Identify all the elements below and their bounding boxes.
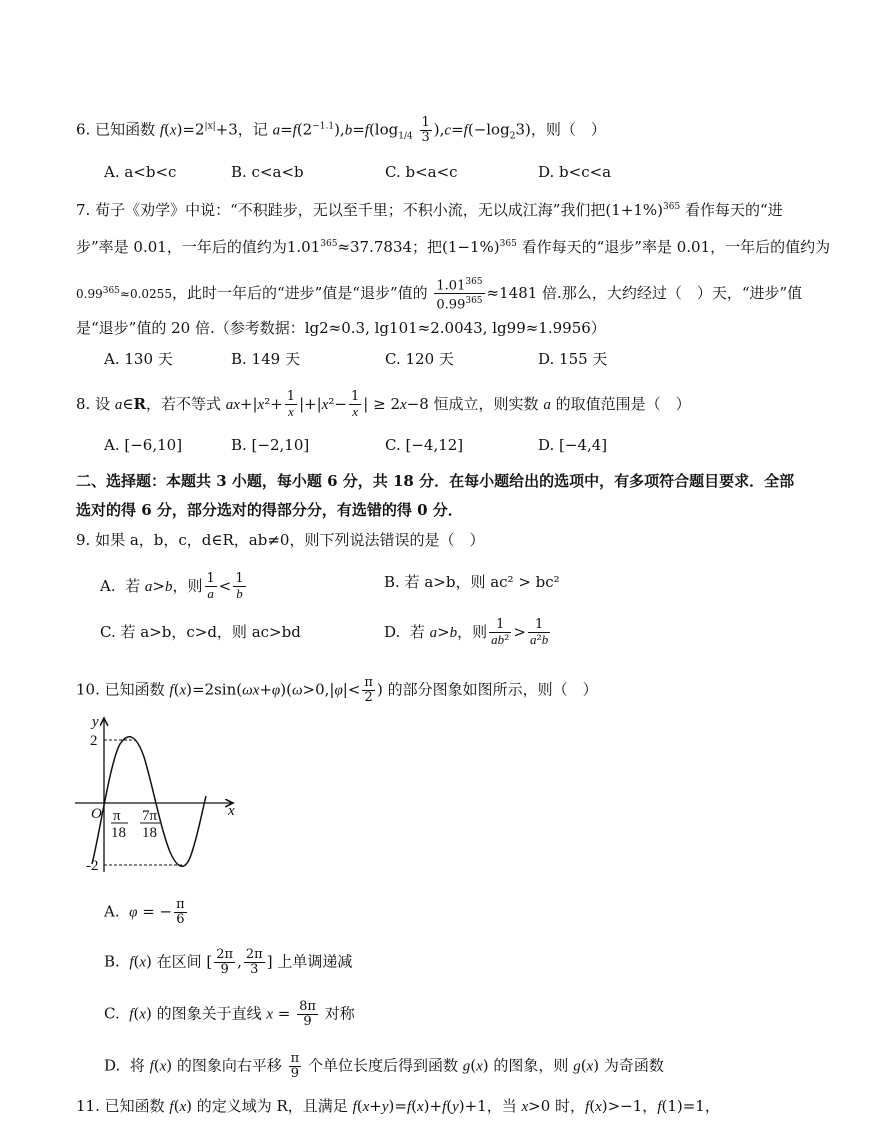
q7-option-a: A. 130 天 <box>104 350 173 368</box>
y-axis-label: y <box>92 714 99 730</box>
sine-curve <box>92 737 206 866</box>
q7-option-b: B. 149 天 <box>231 350 300 368</box>
q8-option-c: C. [−4,12] <box>385 436 464 454</box>
q6-option-d: D. b<c<a <box>538 163 612 181</box>
q7-option-d: D. 155 天 <box>538 350 608 368</box>
q10-option-a: A. φ = − $\frac{\pi}{6}$ <box>104 897 185 927</box>
y-min-label: -2 <box>86 858 99 874</box>
q8-option-d: D. [−4,4] <box>538 436 608 454</box>
x-axis-label: x <box>228 803 235 819</box>
x-tick-pi-18 <box>111 808 128 841</box>
x-tick-7pi-18 <box>140 808 160 841</box>
sine-graph <box>70 712 245 877</box>
q8-option-a: A. [−6,10] <box>104 436 183 454</box>
svg-text:18: 18 <box>142 825 157 841</box>
q7-line-3: $0.99^{365}\approx 0.0255$，此时一年后的“进步”值是“退步”值的 $\frac{1.01^{365}}{0.99^{365}}$ ≈1481 倍.那么，大约经过（ ）天，“进步”值 <box>76 277 803 313</box>
q6-option-a: A. a<b<c <box>104 163 177 181</box>
section-2-line-1: 二、选择题：本题共 3 小题，每小题 6 分，共 18 分．在每小题给出的选项中，有多项符合题目要求．全部 <box>76 472 795 490</box>
q7-line-2: 步”率是 0.01，一年后的值约为$1.01^{365}\approx 37.7834$；把$(1-1\%)^{365}$ 看作每天的“退步”率是 0.01，一年后的值约为 <box>76 238 831 256</box>
q11-stem: 11. 已知函数 f(x) 的定义域为 R，且满足 f(x+y)=f(x)+f(y)+1，当 x>0 时，f(x)>−1，f(1)=1， <box>76 1097 720 1115</box>
y-max-label: 2 <box>90 733 98 749</box>
q7-line-4: 是“退步”值的 20 倍.（参考数据：lg2≈0.3, lg101≈2.0043, lg99≈1.9956） <box>76 319 606 337</box>
q9-option-a: A. 若 a>b，则 $\frac{1}{a}$ < $\frac{1}{b}$ <box>100 571 244 601</box>
origin-label: O <box>91 806 102 822</box>
svg-text:18: 18 <box>111 825 126 841</box>
q10-option-c: C. f(x) 的图象关于直线 x = $\frac{8\pi}{9}$ 对称 <box>104 999 355 1029</box>
q6-option-c: C. b<a<c <box>385 163 458 181</box>
q9-option-c: C. 若 a>b，c>d，则 ac>bd <box>100 623 301 641</box>
q7-option-c: C. 120 天 <box>385 350 454 368</box>
q9-option-d: D. 若 a>b，则 $\frac{1}{\text{ab²}}$ > $\frac{1}{\text{a²b}}$ <box>384 617 549 648</box>
svg-text:π: π <box>113 808 121 824</box>
q6-option-b: B. c<a<b <box>231 163 304 181</box>
q10-option-b: B. f(x) 在区间 [ $\frac{2\pi}{9}$ , $\frac{2\pi}{3}$ ] 上单调递减 <box>104 947 353 977</box>
q7-line-1: 7. 荀子《劝学》中说：“不积跬步，无以至千里；不积小流，无以成江海”我们把$(1+1\%)^{365}$ 看作每天的“进 <box>76 201 783 219</box>
q8-stem: 8. 设 a∈R，若不等式 ax+|x²+ $\frac{1}{x}$ |+|x²− $\frac{1}{x}$ | ≥ 2x−8 恒成立，则实数 a 的取值范围是（ ） <box>76 389 691 419</box>
q8-option-b: B. [−2,10] <box>231 436 310 454</box>
section-2-line-2: 选对的得 6 分，部分选对的得部分分，有选错的得 0 分． <box>76 501 463 519</box>
svg-text:7π: 7π <box>142 808 158 824</box>
q6-stem: 6. 已知函数 $f(x)=2^{|x|}+3$，记 $a=f(2^{-1.1}),b=f(\log_{1/4}$ $\frac{1}{3}$ )$,c=f(-\log_23)$，则（ ） <box>76 115 606 145</box>
q9-option-b: B. 若 a>b，则 ac² > bc² <box>384 573 560 591</box>
q10-option-d: D. 将 f(x) 的图象向右平移 $\frac{\pi}{9}$ 个单位长度后得到函数 g(x) 的图象，则 g(x) 为奇函数 <box>104 1051 664 1081</box>
q9-stem: 9. 如果 a，b，c，d∈R，ab≠0，则下列说法错误的是（ ） <box>76 531 485 549</box>
q10-stem: 10. 已知函数 f(x)=2sin(ωx+φ)(ω>0,|φ|< $\frac{\pi}{2}$ ) 的部分图象如图所示，则（ ） <box>76 675 598 705</box>
